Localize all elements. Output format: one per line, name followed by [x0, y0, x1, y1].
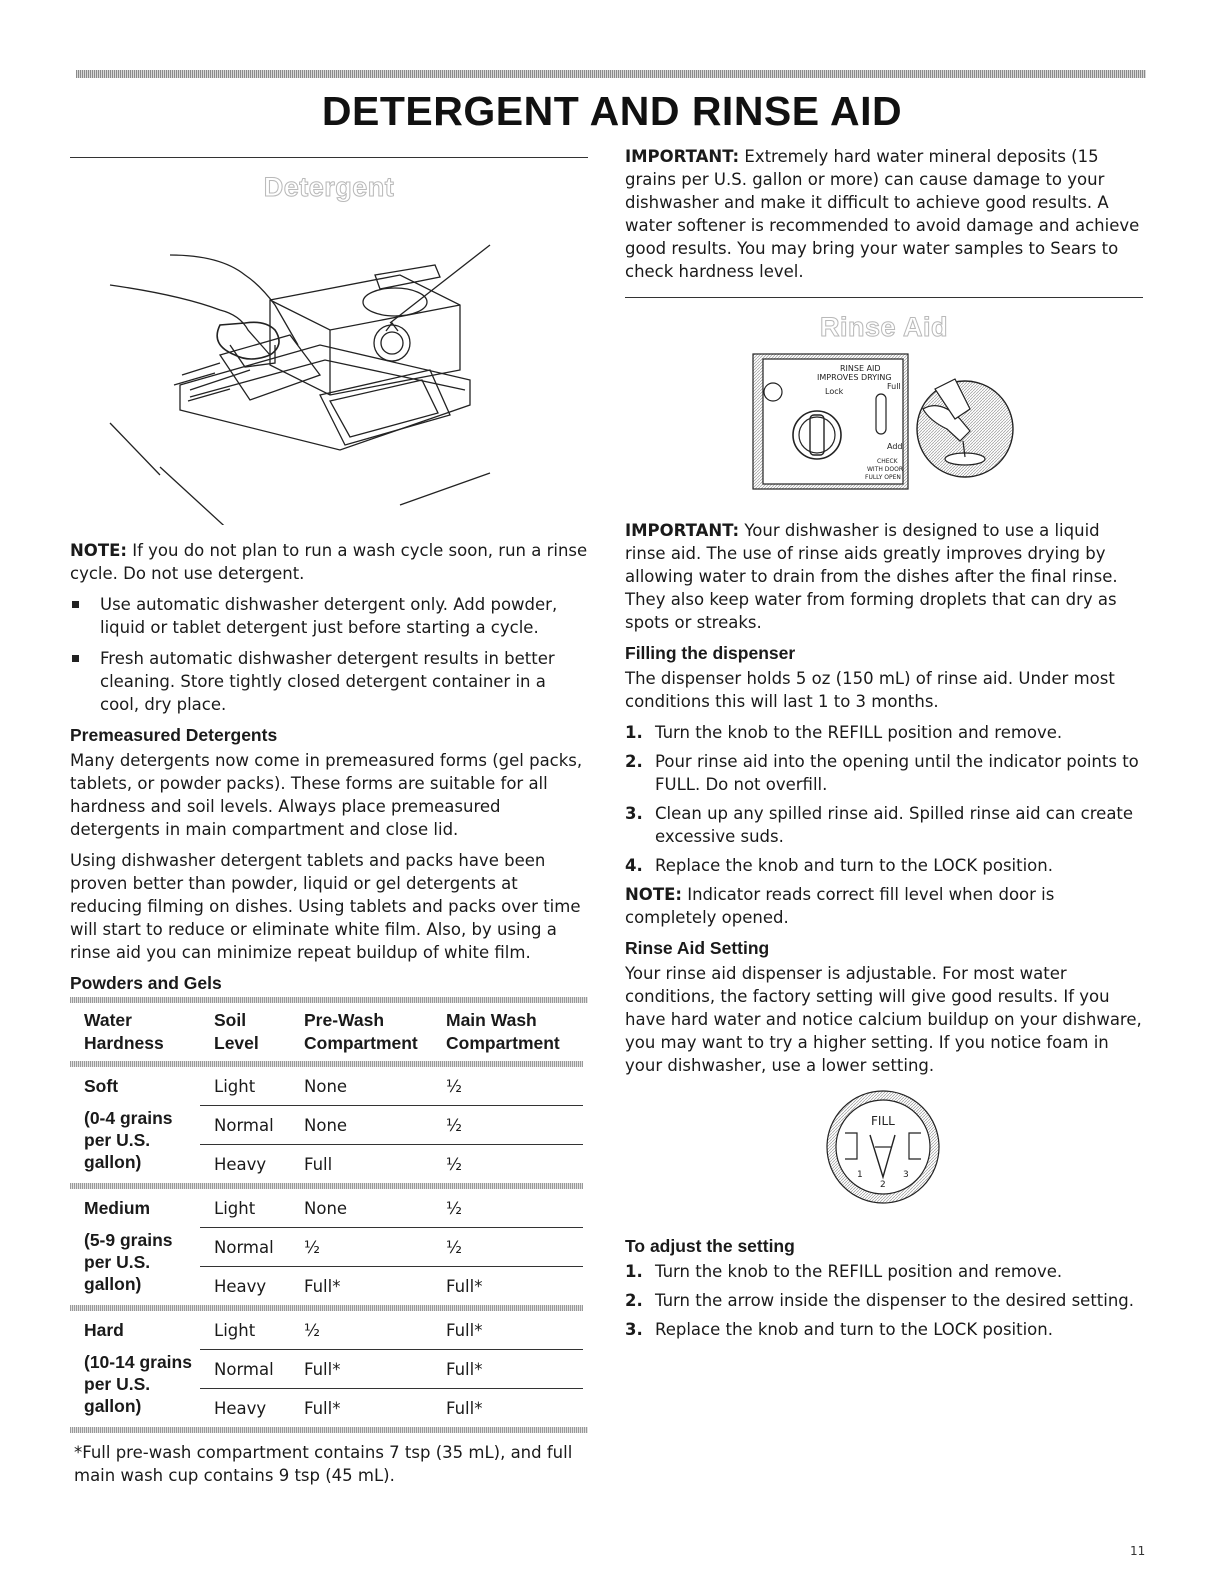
- important-label: IMPORTANT:: [625, 521, 740, 540]
- table-cell: Full*: [446, 1320, 483, 1340]
- page-title: DETERGENT AND RINSE AID: [321, 88, 903, 134]
- table-cell: Light: [214, 1320, 256, 1340]
- rinse-aid-dispenser-illustration: [625, 349, 1143, 499]
- table-cell: Full*: [432, 1267, 583, 1306]
- table-cell: Heavy: [200, 1389, 290, 1428]
- table-cell: None: [290, 1106, 432, 1145]
- powders-gels-table: [70, 1003, 583, 1427]
- table-header-row: [70, 1003, 583, 1061]
- list-item: 2. Pour rinse aid into the opening until the indicator points to FULL. Do not overfill.: [625, 752, 1139, 794]
- list-item: 2. Turn the arrow inside the dispenser to the desired setting.: [625, 1291, 1135, 1310]
- note-text: Indicator reads correct fill level when door is completely opened.: [625, 885, 1055, 927]
- detergent-dispenser-illustration: [70, 205, 588, 525]
- divider: [70, 157, 588, 158]
- table-cell: Heavy: [200, 1145, 290, 1184]
- right-column: [625, 145, 1143, 1347]
- table-cell: Full: [290, 1145, 432, 1184]
- diagram-label: WITH DOOR: [867, 466, 904, 473]
- table-cell: ½: [432, 1228, 583, 1267]
- table-cell: Heavy: [200, 1267, 290, 1306]
- header-pre-wash: Pre-Wash Compartment: [304, 1010, 418, 1053]
- table-cell: ½: [304, 1320, 320, 1340]
- header-soil-level: Soil Level: [214, 1010, 259, 1053]
- table-footnote: *Full pre-wash compartment contains 7 tsp (35 mL), and full main wash cup contains 9 tsp (45 mL).: [74, 1443, 573, 1485]
- note-label: NOTE:: [70, 541, 127, 560]
- dial-number: 2: [880, 1180, 886, 1190]
- table-cell: Normal: [200, 1228, 290, 1267]
- list-item: Use automatic dishwasher detergent only. Add powder, liquid or tablet detergent just before starting a cycle.: [70, 593, 588, 639]
- table-row: [70, 1311, 583, 1350]
- list-item: 4. Replace the knob and turn to the LOCK position.: [625, 856, 1053, 875]
- filling-text: The dispenser holds 5 oz (150 mL) of rinse aid. Under most conditions this will last 1 to 3 months.: [625, 669, 1115, 711]
- table-cell: Full*: [432, 1389, 583, 1428]
- adjust-heading: To adjust the setting: [625, 1236, 795, 1256]
- left-column: [70, 157, 588, 1487]
- detergent-bullets: [70, 593, 588, 716]
- premeasured-paragraph-1: Many detergents now come in premeasured forms (gel packs, tablets, or powder packs). These forms are suitable for all hardness and soil levels. Always place premeasured detergents in main compartment and close lid.: [70, 751, 583, 839]
- premeasured-heading: Premeasured Detergents: [70, 725, 278, 745]
- table-cell: None: [304, 1076, 348, 1096]
- rinse-aid-setting-heading: Rinse Aid Setting: [625, 938, 770, 958]
- diagram-label: Full: [887, 382, 901, 391]
- important-text: Extremely hard water mineral deposits (15 grains per U.S. gallon or more) can cause damage to your dishwasher and make it difficult to achieve good results. A water softener is recommended to avoid damage and achieve good results. You may bring your water samples to Sears to check hardness level.: [625, 147, 1140, 281]
- adjust-steps: [625, 1260, 1143, 1341]
- table-cell: Full*: [290, 1267, 432, 1306]
- hardness-group-hard: Hard (10-14 grains per U.S. gallon): [84, 1320, 192, 1416]
- page-number: 11: [1130, 1544, 1146, 1558]
- list-item: 3. Clean up any spilled rinse aid. Spilled rinse aid can create excessive suds.: [625, 804, 1134, 846]
- filling-heading: Filling the dispenser: [625, 643, 796, 663]
- diagram-label: RINSE AID: [840, 364, 881, 373]
- table-cell: Full*: [290, 1389, 432, 1428]
- table-cell: ½: [432, 1106, 583, 1145]
- diagram-label: Lock: [825, 387, 844, 396]
- header-water-hardness: Water Hardness: [84, 1010, 164, 1053]
- table-row: [70, 1067, 583, 1106]
- table-cell: ½: [290, 1228, 432, 1267]
- diagram-label: CHECK: [877, 458, 898, 465]
- important-text: Your dishwasher is designed to use a liquid rinse aid. The use of rinse aids greatly improves drying by allowing water to drain from the dishes after the final rinse. They also keep water from forming droplets that can dry as spots or streaks.: [625, 521, 1118, 632]
- table-row: [70, 1189, 583, 1228]
- dial-label: FILL: [871, 1114, 895, 1128]
- table-cell: Full*: [290, 1350, 432, 1389]
- diagram-label: Add: [887, 442, 903, 451]
- filling-steps: [625, 721, 1143, 877]
- note-text: If you do not plan to run a wash cycle soon, run a rinse cycle. Do not use detergent.: [70, 541, 588, 583]
- list-item: 3. Replace the knob and turn to the LOCK position.: [625, 1320, 1053, 1339]
- powders-heading: Powders and Gels: [70, 973, 222, 993]
- dial-number: 1: [857, 1170, 863, 1180]
- table-cell: Full*: [432, 1350, 583, 1389]
- table-cell: ½: [432, 1145, 583, 1184]
- rinse-aid-dial-illustration: [625, 1085, 1143, 1205]
- detergent-heading: Detergent: [263, 172, 395, 202]
- dial-number: 3: [903, 1170, 909, 1180]
- table-cell: Light: [214, 1076, 256, 1096]
- divider: [625, 297, 1143, 298]
- top-hatch-bar: [76, 70, 1146, 78]
- hardness-group-soft: Soft (0-4 grains per U.S. gallon): [84, 1076, 173, 1172]
- important-label: IMPORTANT:: [625, 147, 740, 166]
- list-item: Fresh automatic dishwasher detergent results in better cleaning. Store tightly closed detergent container in a cool, dry place.: [70, 647, 588, 716]
- diagram-label: IMPROVES DRYING: [817, 373, 892, 382]
- list-item: 1. Turn the knob to the REFILL position and remove.: [625, 1262, 1063, 1281]
- setting-text: Your rinse aid dispenser is adjustable. For most water conditions, the factory setting will give good results. If you have hard water and notice calcium buildup on your dishware, you may want to try a higher setting. If you notice foam in your dishwasher, use a lower setting.: [625, 964, 1142, 1075]
- header-main-wash: Main Wash Compartment: [446, 1010, 560, 1053]
- table-hatch-bottom: [70, 1427, 588, 1433]
- hardness-group-medium: Medium (5-9 grains per U.S. gallon): [84, 1198, 173, 1294]
- rinse-aid-heading: Rinse Aid: [819, 312, 949, 342]
- diagram-label: FULLY OPEN: [865, 474, 901, 481]
- table-cell: ½: [446, 1076, 462, 1096]
- table-cell: None: [304, 1198, 348, 1218]
- note-label: NOTE:: [625, 885, 682, 904]
- table-cell: ½: [446, 1198, 462, 1218]
- list-item: 1. Turn the knob to the REFILL position and remove.: [625, 723, 1063, 742]
- table-cell: Normal: [200, 1106, 290, 1145]
- table-cell: Normal: [200, 1350, 290, 1389]
- table-cell: Light: [214, 1198, 256, 1218]
- premeasured-paragraph-2: Using dishwasher detergent tablets and packs have been proven better than powder, liquid or gel detergents at reducing filming on dishes. Using tablets and packs over time will start to reduce or eliminate white film. Also, by using a rinse aid you can minimize repeat buildup of white film.: [70, 851, 581, 962]
